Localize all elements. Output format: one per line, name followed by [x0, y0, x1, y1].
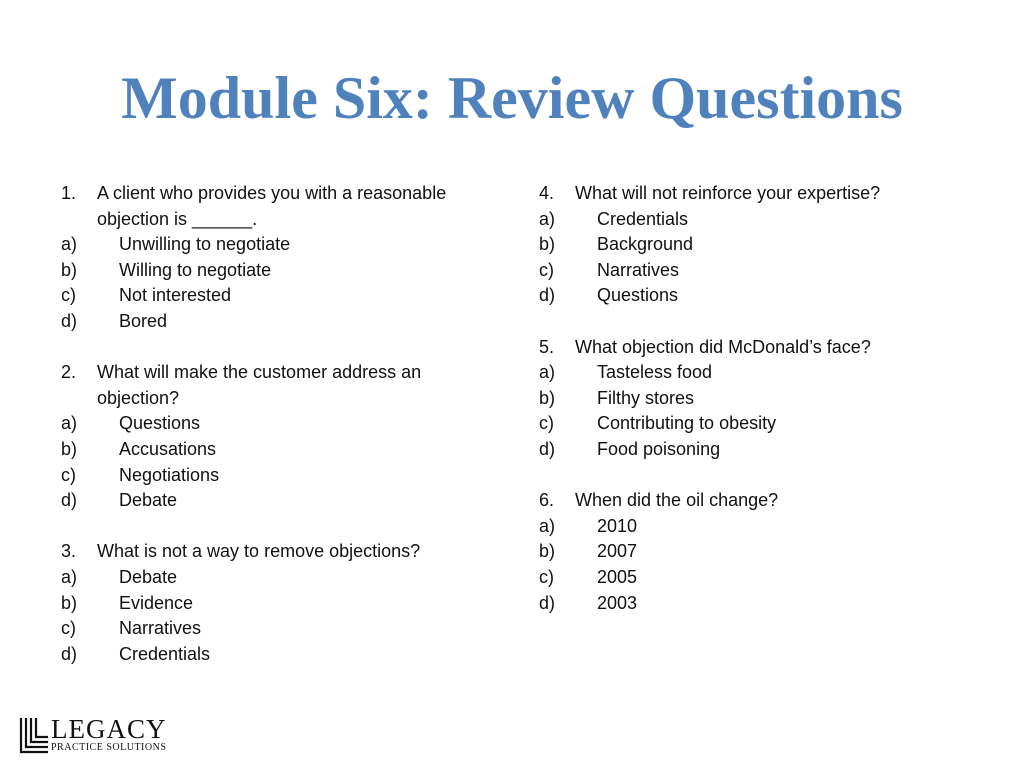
option-letter: a)	[539, 362, 556, 383]
question-number: 2.	[61, 362, 77, 383]
option-text: Accusations	[119, 438, 217, 459]
option-letter: b)	[539, 387, 556, 408]
option-d	[539, 437, 979, 463]
option-text: Tasteless food	[597, 362, 713, 383]
option-letter: a)	[61, 566, 78, 587]
option-c	[539, 258, 979, 284]
option-letter: b)	[61, 438, 78, 459]
option-letter: c)	[61, 618, 76, 639]
question-text: A client who provides you with a reasonable objection is ______.	[97, 183, 447, 229]
option-letter: b)	[539, 541, 556, 562]
option-letter: a)	[61, 234, 78, 255]
question-6	[539, 488, 979, 616]
question-text: What objection did McDonald’s face?	[575, 336, 871, 357]
question-3	[61, 539, 501, 667]
option-text: Contributing to obesity	[597, 413, 777, 434]
option-text: Credentials	[597, 208, 689, 229]
option-c	[61, 463, 501, 489]
option-text: 2007	[597, 541, 638, 562]
option-letter: d)	[61, 310, 78, 331]
option-b	[539, 386, 979, 412]
option-text: Questions	[119, 413, 201, 434]
option-text: Background	[597, 234, 694, 255]
option-text: Evidence	[119, 592, 194, 613]
option-c	[61, 616, 501, 642]
option-letter: d)	[539, 438, 556, 459]
option-text: Narratives	[597, 259, 680, 280]
question-1	[61, 181, 501, 335]
option-text: Food poisoning	[597, 438, 721, 459]
option-text: Unwilling to negotiate	[119, 234, 291, 255]
question-number: 4.	[539, 183, 555, 203]
option-letter: a)	[539, 515, 556, 536]
option-letter: b)	[539, 234, 556, 255]
question-number: 6.	[539, 490, 555, 511]
question-4	[539, 181, 979, 309]
option-text: Questions	[597, 285, 679, 306]
option-d	[61, 309, 501, 335]
legacy-logo	[19, 716, 167, 756]
question-text: What is not a way to remove objections?	[97, 541, 421, 562]
option-letter: d)	[61, 643, 78, 664]
question-2	[61, 360, 501, 514]
option-d	[539, 283, 979, 309]
option-text: Debate	[119, 566, 178, 587]
option-letter: c)	[539, 259, 554, 280]
option-text: 2003	[597, 592, 638, 613]
option-letter: c)	[539, 566, 554, 587]
option-b	[61, 591, 501, 617]
option-c	[61, 283, 501, 309]
slide-title: Module Six: Review Questions	[121, 65, 903, 131]
option-letter: b)	[61, 259, 78, 280]
option-text: Not interested	[119, 285, 232, 306]
option-a	[61, 565, 501, 591]
option-b	[61, 437, 501, 463]
option-d	[61, 642, 501, 668]
option-letter: c)	[61, 285, 76, 306]
option-d	[539, 591, 979, 617]
question-5-line	[539, 335, 979, 361]
question-6-line	[539, 488, 979, 514]
question-number: 1.	[61, 183, 77, 203]
option-text: Willing to negotiate	[119, 259, 272, 280]
option-letter: c)	[539, 413, 554, 434]
question-4-line	[539, 181, 979, 207]
logo-name: LEGACY	[51, 714, 167, 744]
option-text: 2005	[597, 566, 638, 587]
option-b	[539, 232, 979, 258]
option-text: Narratives	[119, 618, 202, 639]
option-text: 2010	[597, 515, 638, 536]
option-a	[539, 207, 979, 233]
legacy-logo-mark-icon	[19, 716, 49, 754]
question-text: What will make the customer address an objection?	[97, 362, 422, 408]
option-text: Debate	[119, 490, 178, 511]
option-c	[539, 411, 979, 437]
question-5	[539, 335, 979, 463]
questions-right-column	[539, 181, 979, 642]
question-2-line	[61, 360, 501, 411]
questions-left-column	[61, 181, 501, 693]
option-c	[539, 565, 979, 591]
option-b	[61, 258, 501, 284]
question-3-line	[61, 539, 501, 565]
option-text: Bored	[119, 310, 168, 331]
option-a	[61, 411, 501, 437]
option-text: Filthy stores	[597, 387, 695, 408]
option-letter: d)	[61, 490, 78, 511]
question-text: What will not reinforce your expertise?	[575, 183, 881, 203]
option-a	[539, 514, 979, 540]
option-a	[61, 232, 501, 258]
option-a	[539, 360, 979, 386]
question-text: When did the oil change?	[575, 490, 779, 511]
logo-wordmark	[51, 716, 167, 754]
question-number: 5.	[539, 336, 555, 357]
option-letter: a)	[539, 208, 556, 229]
logo-subtitle: PRACTICE SOLUTIONS	[51, 742, 167, 753]
option-d	[61, 488, 501, 514]
option-letter: d)	[539, 592, 556, 613]
option-text: Credentials	[119, 643, 211, 664]
option-letter: d)	[539, 285, 556, 306]
question-number: 3.	[61, 541, 77, 562]
option-letter: b)	[61, 592, 78, 613]
option-letter: c)	[61, 464, 76, 485]
option-letter: a)	[61, 413, 78, 434]
question-1-line	[61, 181, 501, 232]
option-b	[539, 539, 979, 565]
option-text: Negotiations	[119, 464, 220, 485]
